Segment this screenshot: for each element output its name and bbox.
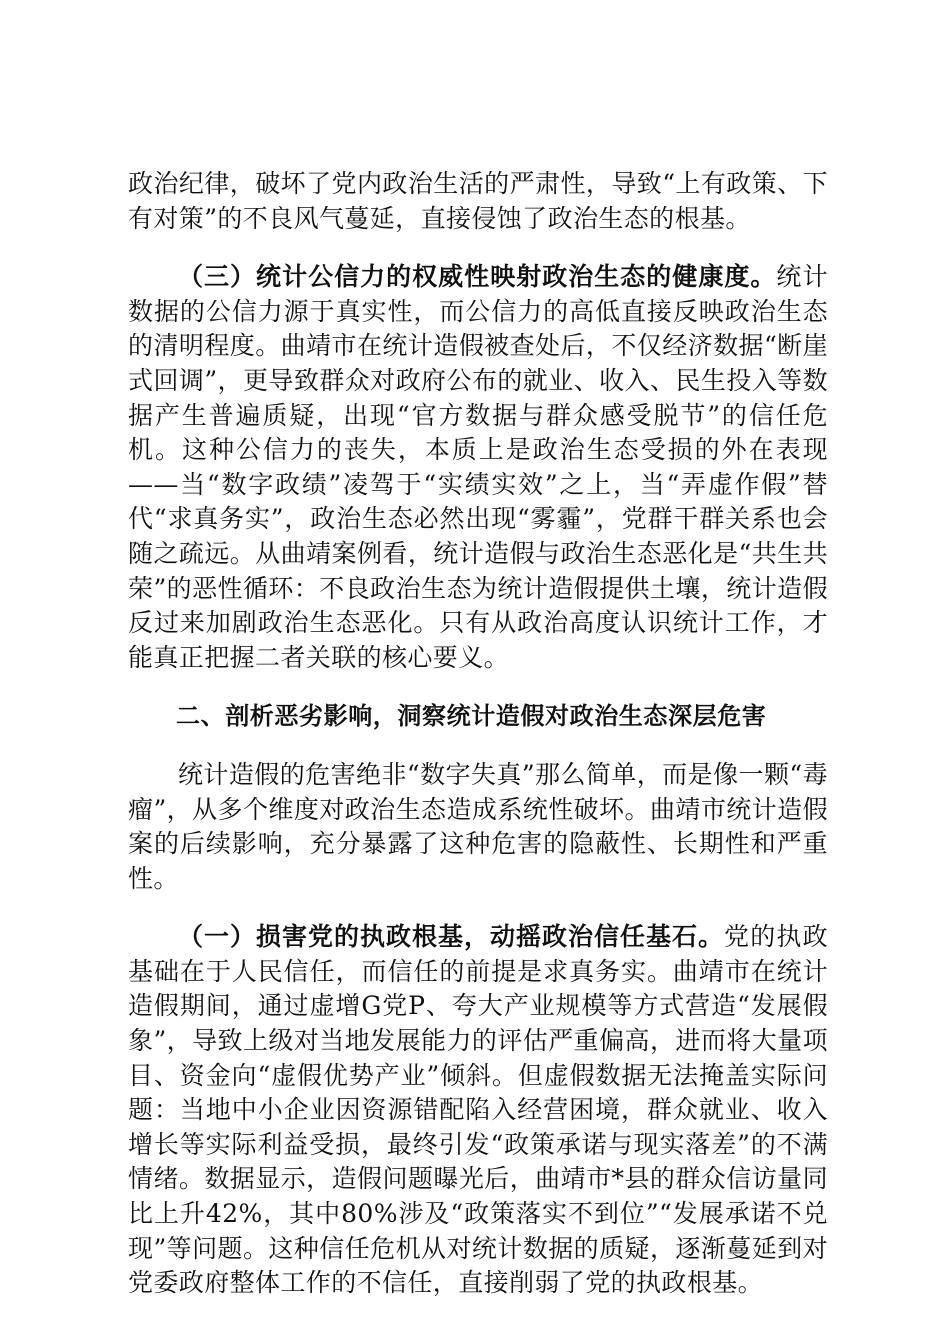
chapter-heading [128, 699, 828, 734]
chapter-heading-text: 二、剖析恶劣影响，洞察统计造假对政治生态深层危害 [176, 702, 767, 731]
paragraph-text: 党的执政基础在于人民信任，而信任的前提是求真务实。曲靖市在统计造假期间，通过虚增G党P、夸大产业规模等方式营造“发展假象”，导致上级对当地发展能力的评估严重偏高，进而将大量项目、资金向“虚假优势产业”倾斜。但虚假数据无法掩盖实际问题：当地中小企业因资源错配陷入经营困境，群众就业、收入增长等实际利益受损，最终引发“政策承诺与现实落差”的不满情绪。数据显示，造假问题曝光后，曲靖市*县的群众信访量同比上升42%，其中80%涉及“政策落实不到位”“发展承诺不兑现”等问题。这种信任危机从对统计数据的质疑，逐渐蔓延到对党委政府整体工作的不信任，直接削弱了党的执政根基。 [128, 922, 828, 1298]
document-body [128, 167, 828, 1325]
paragraph-section-3 [128, 260, 828, 675]
paragraph-intro [128, 758, 828, 896]
section-lead-heading: （三）统计公信力的权威性映射政治生态的健康度。 [178, 262, 777, 292]
paragraph-subsection-1 [128, 920, 828, 1301]
paragraph-text: 统计造假的危害绝非“数字失真”那么简单，而是像一颗“毒瘤”，从多个维度对政治生态造成系统性破坏。曲靖市统计造假案的后续影响，充分暴露了这种危害的隐蔽性、长期性和严重性。 [128, 759, 828, 893]
paragraph-text: 统计数据的公信力源于真实性，而公信力的高低直接反映政治生态的清明程度。曲靖市在统计造假被查处后，不仅经济数据“断崖式回调”，更导致群众对政府公布的就业、收入、民生投入等数据产生普遍质疑，出现“官方数据与群众感受脱节”的信任危机。这种公信力的丧失，本质上是政治生态受损的外在表现——当“数字政绩”凌驾于“实绩实效”之上，当“弄虚作假”替代“求真务实”，政治生态必然出现“雾霾”，党群干群关系也会随之疏远。从曲靖案例看，统计造假与政治生态恶化是“共生共荣”的恶性循环：不良政治生态为统计造假提供土壤，统计造假反过来加剧政治生态恶化。只有从政治高度认识统计工作，才能真正把握二者关联的核心要义。 [128, 262, 828, 672]
paragraph-text: 政治纪律，破坏了党内政治生活的严肃性，导致“上有政策、下有对策”的不良风气蔓延，直接侵蚀了政治生态的根基。 [128, 169, 828, 233]
section-lead-heading: （一）损害党的执政根基，动摇政治信任基石。 [178, 922, 724, 952]
paragraph-continuation [128, 167, 828, 236]
